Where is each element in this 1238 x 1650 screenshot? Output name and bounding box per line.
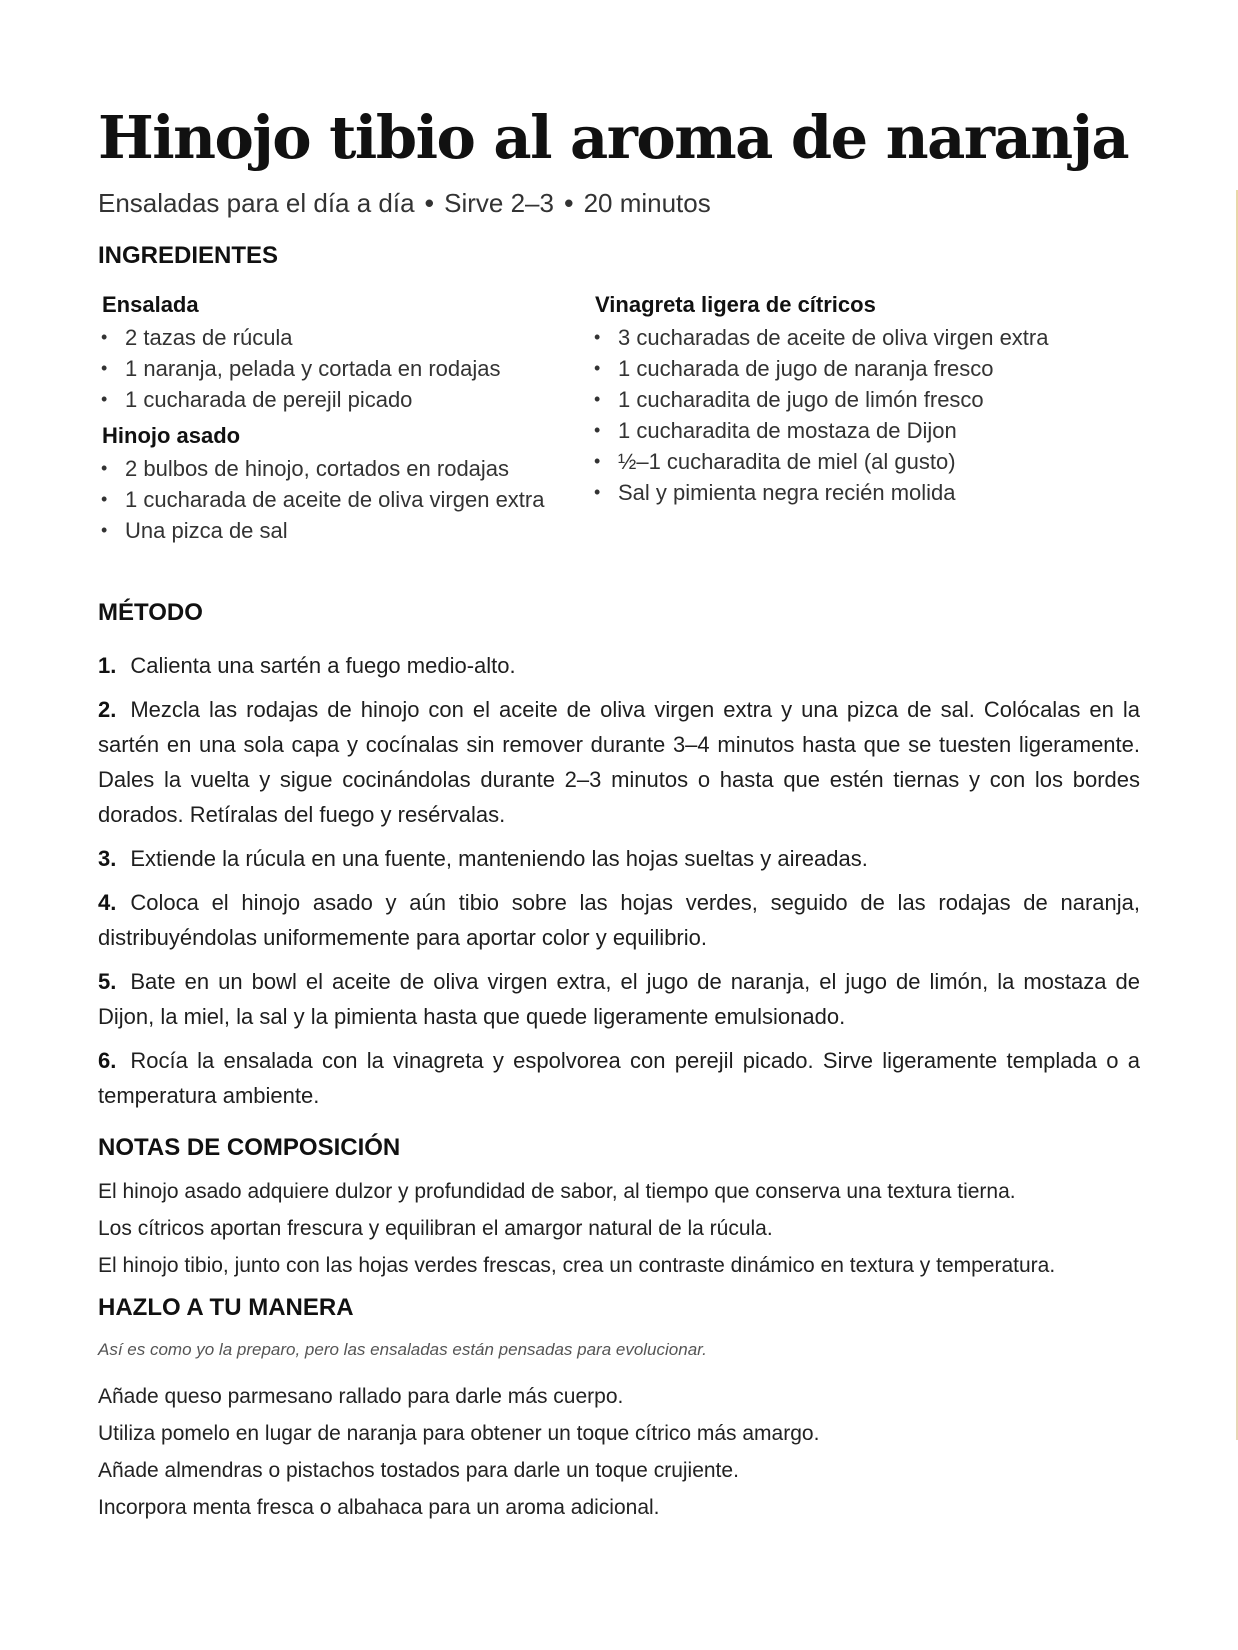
ingredient-item: • ½–1 cucharadita de miel (al gusto) — [591, 446, 1111, 477]
ingredients-right-column — [591, 290, 1111, 514]
salad-group-title: Ensalada — [102, 292, 199, 317]
method-step — [98, 648, 1140, 683]
ingredient-item: • 1 cucharadita de mostaza de Dijon — [591, 415, 1111, 446]
fennel-group-title: Hinojo asado — [102, 423, 241, 448]
step-number: 4. — [98, 890, 117, 915]
bullet-icon: • — [101, 358, 108, 378]
ingredients-left-column — [98, 290, 568, 552]
recipe-subtitle — [98, 186, 711, 220]
step-text: Calienta una sartén a fuego medio-alto. — [130, 653, 516, 678]
variation-line: Añade queso parmesano rallado para darle más cuerpo. — [98, 1385, 624, 1408]
variations-intro: Así es como yo la preparo, pero las ensaladas están pensadas para evolucionar. — [98, 1340, 707, 1359]
fennel-ingredient-list — [98, 453, 568, 546]
step-text: Coloca el hinojo asado y aún tibio sobre las hojas verdes, seguido de las rodajas de naranja, distribuyéndolas uniformemente para aportar color y equilibrio. — [98, 890, 1140, 950]
recipe-servings: Sirve 2–3 — [444, 188, 554, 218]
ingredient-item: • 2 bulbos de hinojo, cortados en rodajas — [98, 453, 568, 484]
note-line: El hinojo asado adquiere dulzor y profundidad de sabor, al tiempo que conserva una textura tierna. — [98, 1180, 1016, 1203]
variation-line: Utiliza pomelo en lugar de naranja para obtener un toque cítrico más amargo. — [98, 1422, 820, 1445]
recipe-time: 20 minutos — [583, 188, 711, 218]
step-text: Rocía la ensalada con la vinagreta y espolvorea con perejil picado. Sirve ligeramente templada o a temperatura ambiente. — [98, 1048, 1140, 1108]
bullet-icon: • — [101, 458, 108, 478]
step-number: 1. — [98, 653, 117, 678]
step-number: 2. — [98, 697, 117, 722]
method-step — [98, 1043, 1140, 1113]
step-text: Extiende la rúcula en una fuente, manteniendo las hojas sueltas y aireadas. — [130, 846, 868, 871]
ingredient-item: • 1 cucharada de jugo de naranja fresco — [591, 353, 1111, 384]
ingredient-item: • 1 naranja, pelada y cortada en rodajas — [98, 353, 568, 384]
step-number: 6. — [98, 1048, 117, 1073]
ingredient-item: • 2 tazas de rúcula — [98, 322, 568, 353]
ingredient-item: • Una pizca de sal — [98, 515, 568, 546]
bullet-icon: • — [101, 327, 108, 347]
ingredients-heading: INGREDIENTES — [98, 242, 279, 269]
ingredient-item: • 1 cucharadita de jugo de limón fresco — [591, 384, 1111, 415]
method-heading: MÉTODO — [98, 599, 203, 626]
separator-dot: • — [424, 188, 434, 218]
bullet-icon: • — [594, 482, 601, 502]
variation-line: Incorpora menta fresca o albahaca para un aroma adicional. — [98, 1496, 660, 1519]
method-step — [98, 692, 1140, 832]
step-number: 3. — [98, 846, 117, 871]
salad-ingredient-list — [98, 322, 568, 415]
step-number: 5. — [98, 969, 117, 994]
bullet-icon: • — [101, 489, 108, 509]
bullet-icon: • — [594, 389, 601, 409]
variation-line: Añade almendras o pistachos tostados para darle un toque crujiente. — [98, 1459, 739, 1482]
bullet-icon: • — [594, 358, 601, 378]
bullet-icon: • — [594, 451, 601, 471]
separator-dot: • — [564, 188, 574, 218]
method-steps — [98, 648, 1140, 1122]
vinaigrette-ingredient-list — [591, 322, 1111, 508]
method-step — [98, 964, 1140, 1034]
ingredient-item: • Sal y pimienta negra recién molida — [591, 477, 1111, 508]
note-line: El hinojo tibio, junto con las hojas verdes frescas, crea un contraste dinámico en textura y temperatura. — [98, 1254, 1056, 1277]
notes-heading: NOTAS DE COMPOSICIÓN — [98, 1134, 401, 1161]
bullet-icon: • — [594, 327, 601, 347]
note-line: Los cítricos aportan frescura y equilibran el amargor natural de la rúcula. — [98, 1217, 773, 1240]
recipe-category: Ensaladas para el día a día — [98, 188, 415, 218]
method-step — [98, 841, 1140, 876]
recipe-title: Hinojo tibio al aroma de naranja — [98, 103, 1129, 172]
ingredient-item: • 3 cucharadas de aceite de oliva virgen extra — [591, 322, 1111, 353]
bullet-icon: • — [101, 389, 108, 409]
method-step — [98, 885, 1140, 955]
step-text: Bate en un bowl el aceite de oliva virgen extra, el jugo de naranja, el jugo de limón, la mostaza de Dijon, la miel, la sal y la pimienta hasta que quede ligeramente emulsionado. — [98, 969, 1140, 1029]
bullet-icon: • — [594, 420, 601, 440]
ingredient-item: • 1 cucharada de perejil picado — [98, 384, 568, 415]
bullet-icon: • — [101, 520, 108, 540]
ingredient-item: • 1 cucharada de aceite de oliva virgen extra — [98, 484, 568, 515]
vinaigrette-group-title: Vinagreta ligera de cítricos — [595, 292, 876, 317]
variations-heading: HAZLO A TU MANERA — [98, 1294, 354, 1321]
step-text: Mezcla las rodajas de hinojo con el aceite de oliva virgen extra y una pizca de sal. Colócalas en la sartén en una sola capa y cocínalas sin remover durante 3–4 minutos hasta que se tuesten ligeramente. Dales la vuelta y sigue cocinándolas durante 2–3 minutos o hasta que estén tiernas y con los bordes dorados. Retíralas del fuego y resérvalas. — [98, 697, 1140, 827]
